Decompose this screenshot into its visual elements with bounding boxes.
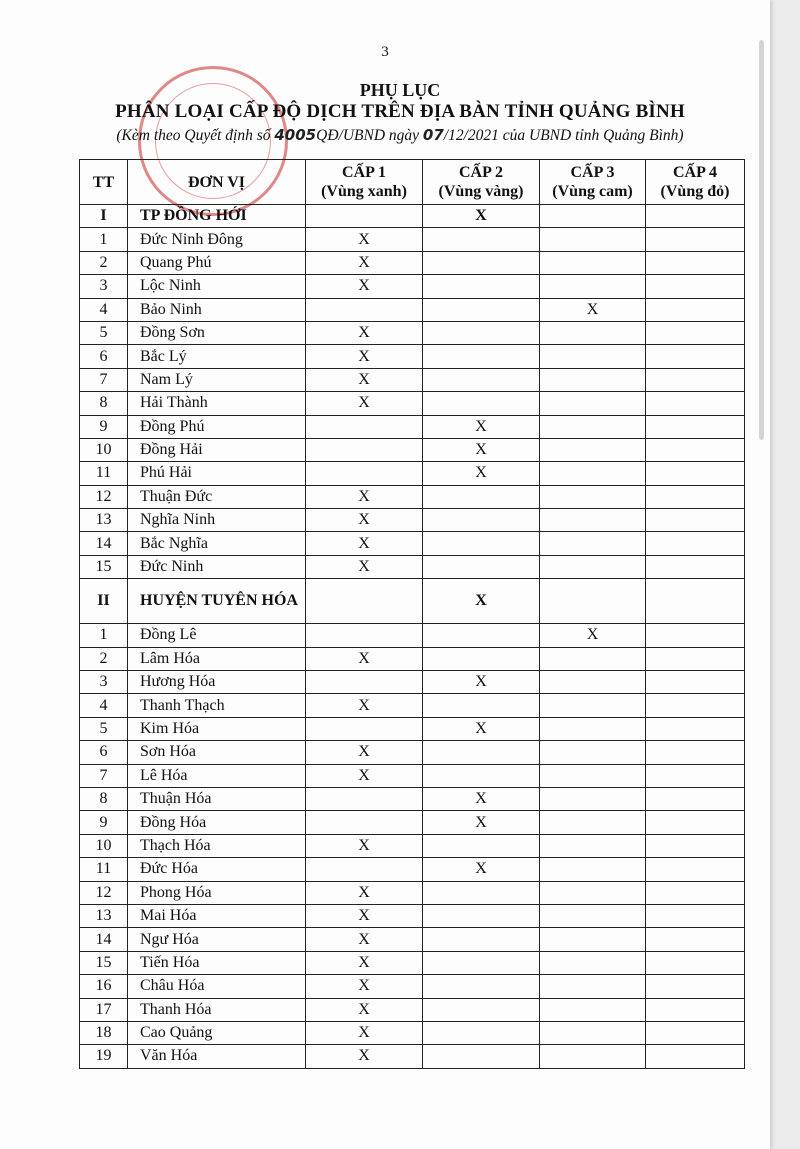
cell-level3	[540, 392, 646, 415]
cell-tt: 7	[80, 764, 128, 787]
header-level2	[423, 160, 540, 205]
cell-level3	[540, 811, 646, 834]
cell-level4	[646, 509, 745, 532]
cell-level3	[540, 928, 646, 951]
cell-unit-name: Thanh Thạch	[128, 694, 306, 717]
cell-level2: X	[423, 858, 540, 881]
header-level1-label: CẤP 1	[342, 164, 386, 181]
cell-unit-name: Thuận Hóa	[128, 787, 306, 810]
cell-level1: X	[306, 368, 423, 391]
cell-level2	[423, 881, 540, 904]
cell-level2	[423, 647, 540, 670]
cell-level2: X	[423, 811, 540, 834]
cell-level2	[423, 298, 540, 321]
table-row	[80, 438, 745, 461]
cell-level1: X	[306, 509, 423, 532]
cell-level1: X	[306, 647, 423, 670]
cell-level4	[646, 579, 745, 624]
cell-unit-name: Kim Hóa	[128, 717, 306, 740]
table-row	[80, 811, 745, 834]
cell-level2	[423, 764, 540, 787]
cell-level2	[423, 485, 540, 508]
cell-level2: X	[423, 462, 540, 485]
cell-level2	[423, 998, 540, 1021]
cell-level3	[540, 228, 646, 251]
cell-level1: X	[306, 275, 423, 298]
table-row	[80, 694, 745, 717]
cell-tt: 3	[80, 671, 128, 694]
table-row	[80, 975, 745, 998]
cell-level3	[540, 834, 646, 857]
cell-level1	[306, 415, 423, 438]
cell-level3: X	[540, 298, 646, 321]
cell-level2: X	[423, 438, 540, 461]
table-row	[80, 904, 745, 927]
cell-level1: X	[306, 975, 423, 998]
table-row	[80, 998, 745, 1021]
cell-level1: X	[306, 1045, 423, 1068]
cell-level1: X	[306, 834, 423, 857]
cell-unit-name: Hải Thành	[128, 392, 306, 415]
cell-level1: X	[306, 345, 423, 368]
header-level1	[306, 160, 423, 205]
cell-level1: X	[306, 694, 423, 717]
cell-unit-name: Quang Phú	[128, 251, 306, 274]
cell-tt: 15	[80, 555, 128, 578]
cell-level2	[423, 321, 540, 344]
table-row	[80, 951, 745, 974]
header-level3	[540, 160, 646, 205]
header-level4	[646, 160, 745, 205]
cell-unit-name: Hương Hóa	[128, 671, 306, 694]
table-row	[80, 671, 745, 694]
cell-unit-name: Châu Hóa	[128, 975, 306, 998]
table-row	[80, 881, 745, 904]
cell-level2	[423, 834, 540, 857]
cell-level2	[423, 975, 540, 998]
cell-level3	[540, 975, 646, 998]
cell-level2	[423, 368, 540, 391]
cell-level2: X	[423, 671, 540, 694]
table-row	[80, 647, 745, 670]
cell-level1	[306, 624, 423, 647]
table-row	[80, 392, 745, 415]
header-level4-label: CẤP 4	[673, 164, 717, 181]
cell-tt: 15	[80, 951, 128, 974]
cell-unit-name: Lộc Ninh	[128, 275, 306, 298]
cell-level2	[423, 928, 540, 951]
table-section-row	[80, 205, 745, 228]
table-row	[80, 485, 745, 508]
cell-unit-name: Phú Hải	[128, 462, 306, 485]
cell-level4	[646, 998, 745, 1021]
cell-tt: 16	[80, 975, 128, 998]
cell-level1: X	[306, 532, 423, 555]
table-body	[80, 205, 745, 1069]
cell-level3	[540, 485, 646, 508]
cell-level4	[646, 811, 745, 834]
cell-tt: 2	[80, 647, 128, 670]
table-row	[80, 624, 745, 647]
cell-tt: 2	[80, 251, 128, 274]
cell-level4	[646, 345, 745, 368]
cell-level4	[646, 368, 745, 391]
cell-tt: 13	[80, 904, 128, 927]
cell-unit-name: Đồng Hải	[128, 438, 306, 461]
table-row	[80, 275, 745, 298]
table-row	[80, 345, 745, 368]
cell-level1	[306, 205, 423, 228]
cell-level1	[306, 787, 423, 810]
cell-level3	[540, 579, 646, 624]
cell-level1: X	[306, 951, 423, 974]
cell-level1: X	[306, 764, 423, 787]
table-row	[80, 787, 745, 810]
cell-level4	[646, 462, 745, 485]
cell-level2	[423, 1045, 540, 1068]
table-row	[80, 741, 745, 764]
cell-level1: X	[306, 485, 423, 508]
cell-level3	[540, 438, 646, 461]
cell-tt: 17	[80, 998, 128, 1021]
cell-tt: 9	[80, 811, 128, 834]
cell-level3	[540, 787, 646, 810]
document-heading: PHÂN LOẠI CẤP ĐỘ DỊCH TRÊN ĐỊA BÀN TỈNH QUẢNG BÌNH	[115, 101, 685, 122]
cell-level4	[646, 275, 745, 298]
cell-level2	[423, 904, 540, 927]
cell-level4	[646, 741, 745, 764]
cell-level2	[423, 951, 540, 974]
cell-level1	[306, 579, 423, 624]
header-level2-label: CẤP 2	[459, 164, 503, 181]
cell-level3	[540, 904, 646, 927]
cell-level3	[540, 509, 646, 532]
header-tt: TT	[80, 160, 128, 205]
cell-unit-name: Thạch Hóa	[128, 834, 306, 857]
decision-day: 07	[422, 126, 444, 144]
cell-level3	[540, 275, 646, 298]
subtitle-prefix: (Kèm theo Quyết định số	[116, 127, 271, 144]
cell-tt: 4	[80, 298, 128, 321]
cell-level4	[646, 532, 745, 555]
cell-unit-name: Đức Ninh	[128, 555, 306, 578]
table-row	[80, 717, 745, 740]
cell-level4	[646, 858, 745, 881]
cell-unit-name: Lâm Hóa	[128, 647, 306, 670]
header-level3-label: CẤP 3	[570, 164, 615, 181]
cell-level3	[540, 694, 646, 717]
header-level4-sub: (Vùng đỏ)	[660, 183, 730, 200]
cell-level4	[646, 975, 745, 998]
cell-level3	[540, 532, 646, 555]
cell-unit-name: Nghĩa Ninh	[128, 509, 306, 532]
cell-level4	[646, 928, 745, 951]
cell-level1: X	[306, 928, 423, 951]
cell-level1	[306, 858, 423, 881]
cell-level2	[423, 251, 540, 274]
scrollbar[interactable]	[759, 40, 764, 440]
document-subtitle	[0, 126, 800, 145]
cell-level2	[423, 228, 540, 251]
subtitle-middle: QĐ/UBND ngày	[316, 127, 420, 144]
table-row	[80, 321, 745, 344]
cell-level4	[646, 205, 745, 228]
cell-tt: I	[80, 205, 128, 228]
cell-level4	[646, 1021, 745, 1044]
cell-level4	[646, 694, 745, 717]
cell-level1	[306, 298, 423, 321]
cell-level4	[646, 787, 745, 810]
cell-level3	[540, 321, 646, 344]
cell-tt: 7	[80, 368, 128, 391]
cell-level1	[306, 811, 423, 834]
table-row	[80, 1045, 745, 1068]
table-row	[80, 834, 745, 857]
cell-tt: 5	[80, 717, 128, 740]
cell-unit-name: Đồng Phú	[128, 415, 306, 438]
cell-level2	[423, 275, 540, 298]
cell-tt: 14	[80, 928, 128, 951]
cell-unit-name: Nam Lý	[128, 368, 306, 391]
cell-tt: 8	[80, 392, 128, 415]
cell-level3	[540, 368, 646, 391]
cell-level3	[540, 415, 646, 438]
cell-tt: 1	[80, 624, 128, 647]
table-row	[80, 509, 745, 532]
cell-level4	[646, 392, 745, 415]
cell-level1: X	[306, 741, 423, 764]
table-row	[80, 415, 745, 438]
cell-unit-name: Đức Ninh Đông	[128, 228, 306, 251]
document-title: PHỤ LỤC	[359, 80, 441, 100]
cell-tt: 11	[80, 858, 128, 881]
subtitle-suffix: /12/2021 của UBND tỉnh Quảng Bình)	[443, 127, 684, 144]
cell-level4	[646, 298, 745, 321]
cell-level4	[646, 717, 745, 740]
cell-unit-name: Tiến Hóa	[128, 951, 306, 974]
table-row	[80, 251, 745, 274]
cell-level2	[423, 624, 540, 647]
cell-level3	[540, 555, 646, 578]
cell-level2	[423, 509, 540, 532]
cell-level3	[540, 345, 646, 368]
table-row	[80, 1021, 745, 1044]
cell-level3	[540, 462, 646, 485]
cell-unit-name: Bắc Lý	[128, 345, 306, 368]
cell-level3	[540, 951, 646, 974]
cell-level4	[646, 438, 745, 461]
page-number: 3	[381, 44, 389, 60]
cell-level4	[646, 951, 745, 974]
decision-number: 4005	[274, 126, 317, 144]
table-row	[80, 858, 745, 881]
table-row	[80, 298, 745, 321]
cell-level2	[423, 1021, 540, 1044]
cell-unit-name: Mai Hóa	[128, 904, 306, 927]
cell-level4	[646, 485, 745, 508]
cell-tt: 10	[80, 438, 128, 461]
table-row	[80, 764, 745, 787]
cell-unit-name: Phong Hóa	[128, 881, 306, 904]
cell-level1: X	[306, 228, 423, 251]
cell-unit-name: Bảo Ninh	[128, 298, 306, 321]
cell-level1: X	[306, 555, 423, 578]
cell-tt: 6	[80, 741, 128, 764]
cell-level1	[306, 462, 423, 485]
cell-level3	[540, 1021, 646, 1044]
cell-tt: 1	[80, 228, 128, 251]
table-section-row	[80, 579, 745, 624]
cell-level4	[646, 228, 745, 251]
cell-level1: X	[306, 321, 423, 344]
cell-level3	[540, 671, 646, 694]
header-level3-sub: (Vùng cam)	[552, 183, 633, 200]
cell-tt: 9	[80, 415, 128, 438]
cell-level4	[646, 834, 745, 857]
cell-level3	[540, 741, 646, 764]
cell-level4	[646, 671, 745, 694]
table-header-row	[80, 160, 745, 205]
cell-tt: 5	[80, 321, 128, 344]
cell-level3	[540, 1045, 646, 1068]
cell-unit-name: Đồng Lê	[128, 624, 306, 647]
cell-level2: X	[423, 579, 540, 624]
cell-tt: 4	[80, 694, 128, 717]
classification-table	[79, 159, 745, 1069]
cell-unit-name: Đức Hóa	[128, 858, 306, 881]
cell-level2: X	[423, 205, 540, 228]
cell-tt: 11	[80, 462, 128, 485]
cell-level4	[646, 624, 745, 647]
cell-tt: 12	[80, 485, 128, 508]
header-level2-sub: (Vùng vàng)	[438, 183, 524, 200]
table-row	[80, 228, 745, 251]
cell-unit-name: TP ĐỒNG HỚI	[128, 205, 306, 228]
cell-unit-name: Sơn Hóa	[128, 741, 306, 764]
cell-level1	[306, 717, 423, 740]
cell-level4	[646, 764, 745, 787]
cell-unit-name: Đồng Sơn	[128, 321, 306, 344]
cell-level3	[540, 717, 646, 740]
cell-unit-name: Đồng Hóa	[128, 811, 306, 834]
cell-level1: X	[306, 881, 423, 904]
cell-level1: X	[306, 998, 423, 1021]
cell-unit-name: Thanh Hóa	[128, 998, 306, 1021]
cell-level3	[540, 647, 646, 670]
cell-level3	[540, 764, 646, 787]
cell-tt: 13	[80, 509, 128, 532]
cell-level2: X	[423, 415, 540, 438]
cell-level1: X	[306, 1021, 423, 1044]
cell-unit-name: Lê Hóa	[128, 764, 306, 787]
cell-level1: X	[306, 904, 423, 927]
cell-level3	[540, 251, 646, 274]
cell-level4	[646, 415, 745, 438]
cell-tt: 3	[80, 275, 128, 298]
table-row	[80, 532, 745, 555]
cell-level3	[540, 881, 646, 904]
cell-level2	[423, 345, 540, 368]
cell-tt: 6	[80, 345, 128, 368]
cell-level3	[540, 205, 646, 228]
cell-level1: X	[306, 251, 423, 274]
table-row	[80, 928, 745, 951]
cell-level2: X	[423, 787, 540, 810]
cell-tt: 18	[80, 1021, 128, 1044]
cell-level4	[646, 647, 745, 670]
cell-level2	[423, 555, 540, 578]
cell-level4	[646, 321, 745, 344]
cell-unit-name: HUYỆN TUYÊN HÓA	[128, 579, 306, 624]
cell-level1	[306, 438, 423, 461]
cell-level2	[423, 741, 540, 764]
cell-level4	[646, 251, 745, 274]
header-level1-sub: (Vùng xanh)	[321, 183, 407, 200]
cell-level2	[423, 694, 540, 717]
cell-unit-name: Ngư Hóa	[128, 928, 306, 951]
table-row	[80, 462, 745, 485]
cell-level3	[540, 998, 646, 1021]
cell-level2: X	[423, 717, 540, 740]
cell-level4	[646, 904, 745, 927]
cell-level3: X	[540, 624, 646, 647]
cell-level2	[423, 392, 540, 415]
cell-unit-name: Bắc Nghĩa	[128, 532, 306, 555]
cell-level4	[646, 1045, 745, 1068]
cell-unit-name: Thuận Đức	[128, 485, 306, 508]
cell-tt: 10	[80, 834, 128, 857]
cell-level1: X	[306, 392, 423, 415]
header-unit: ĐƠN VỊ	[128, 160, 306, 205]
cell-level2	[423, 532, 540, 555]
cell-unit-name: Văn Hóa	[128, 1045, 306, 1068]
cell-tt: II	[80, 579, 128, 624]
cell-tt: 19	[80, 1045, 128, 1068]
cell-level4	[646, 555, 745, 578]
cell-tt: 8	[80, 787, 128, 810]
cell-level4	[646, 881, 745, 904]
cell-level3	[540, 858, 646, 881]
table-row	[80, 555, 745, 578]
cell-tt: 12	[80, 881, 128, 904]
cell-unit-name: Cao Quảng	[128, 1021, 306, 1044]
cell-tt: 14	[80, 532, 128, 555]
cell-level1	[306, 671, 423, 694]
table-row	[80, 368, 745, 391]
